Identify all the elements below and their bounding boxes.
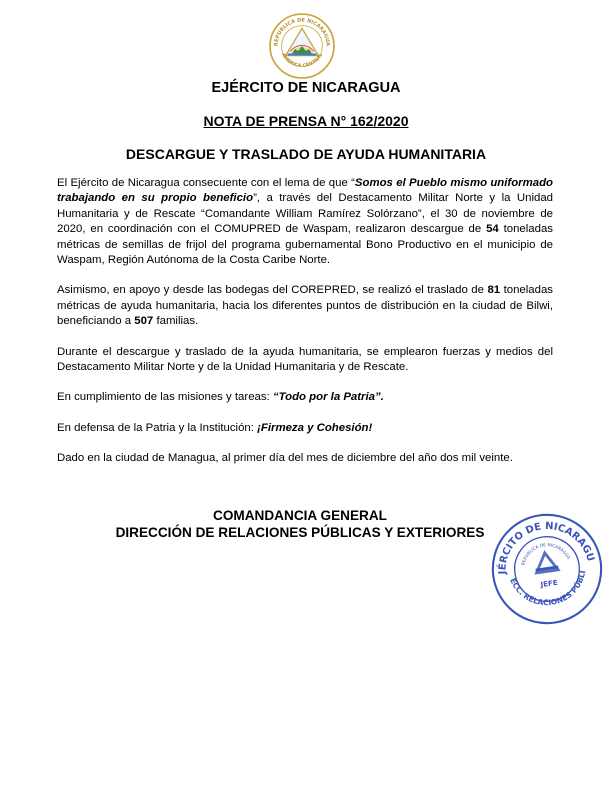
paragraph-3: Durante el descargue y traslado de la ayuda humanitaria, se emplearon fuerzas y medios del Destacamento Militar Norte y de la Unidad Humanitaria y de Rescate. — [57, 345, 553, 374]
official-stamp-icon — [490, 512, 604, 626]
slogan-firmeza: ¡Firmeza y Cohesión! — [257, 421, 373, 434]
stamp-center-label: JEFE — [539, 577, 559, 590]
paragraph-6: Dado en la ciudad de Managua, al primer día del mes de diciembre del año dos mil veinte. — [57, 452, 513, 465]
tonnage-seeds: 54 — [486, 223, 499, 236]
organization-title: EJÉRCITO DE NICARAGUA — [211, 80, 401, 96]
stamp-ring-top: EJÉRCITO DE NICARAGUA — [497, 520, 596, 575]
emblem-ring-top: REPUBLICA DE NICARAGUA — [273, 17, 331, 47]
paragraph-1: El Ejército de Nicaragua consecuente con el lema de que “Somos el Pueblo mismo uniformado trabajando en su propio beneficio”, a través del Destacamento Militar Norte y la Unidad Humanitaria y de Rescate “Comandante William Ramírez Solórzano”, el 30 de noviembre de 2020, en coordinación con el COMUPRED de Waspam, realizaron descargue de 54 toneladas métricas de semillas de frijol del programa gubernamental Bono Productivo en el municipio de Waspam, Región Autónoma de la Costa Caribe Norte. — [57, 177, 553, 267]
signature-line-1: COMANDANCIA GENERAL — [213, 508, 387, 523]
national-emblem-icon — [268, 12, 336, 80]
slogan-patria: “Todo por la Patria”. — [272, 391, 384, 404]
paragraph-5: En defensa de la Patria y la Institución: ¡Firmeza y Cohesión! — [57, 421, 373, 434]
signature-line-2: DIRECCIÓN DE RELACIONES PÚBLICAS Y EXTERIORES — [115, 525, 485, 540]
paragraph-4: En cumplimiento de las misiones y tareas: “Todo por la Patria”. — [57, 391, 384, 404]
motto-text: Somos el Pueblo mismo uniformado trabajando en su propio beneficio — [57, 177, 553, 205]
tonnage-aid: 81 — [487, 284, 501, 297]
press-note-number: NOTA DE PRENSA N° 162/2020 — [203, 113, 409, 129]
emblem-ring-bottom: AMERICA CENTRAL — [279, 52, 325, 70]
press-note-title: DESCARGUE Y TRASLADO DE AYUDA HUMANITARIA — [125, 146, 487, 162]
stamp-center-small: REPUBLICA DE NICARAGUA — [521, 543, 571, 566]
stamp-ring-bottom: DIRECC. RELACIONES PÚBLICAS — [508, 569, 588, 608]
paragraph-2: Asimismo, en apoyo y desde las bodegas del COREPRED, se realizó el traslado de 81 toneladas métricas de ayuda humanitaria, hacia los diferentes puntos de distribución en la ciudad de Bilwi, beneficiando a 507 familias. — [57, 284, 553, 328]
families-count: 507 — [134, 315, 154, 328]
press-note-body — [57, 176, 553, 482]
